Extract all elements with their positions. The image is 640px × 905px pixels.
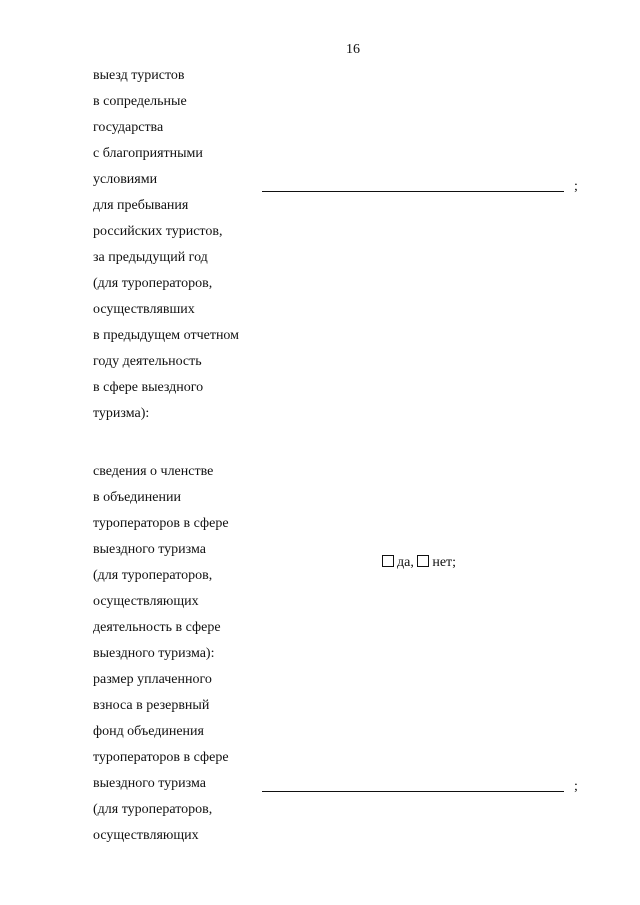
text-line: взноса в резервный — [93, 698, 210, 713]
text-line: (для туроператоров, — [93, 276, 213, 291]
text-line: в сопредельные — [93, 94, 187, 109]
blank-line[interactable] — [262, 791, 564, 792]
text-line: (для туроператоров, — [93, 802, 213, 817]
text-line: фонд объединения — [93, 724, 204, 739]
text-line: осуществлявших — [93, 302, 195, 317]
text-line: в сфере выездного — [93, 380, 204, 395]
text-line: в объединении — [93, 490, 181, 505]
text-line: за предыдущий год — [93, 250, 208, 265]
text-line: российских туристов, — [93, 224, 223, 239]
blank-line[interactable] — [262, 191, 564, 192]
text-line: для пребывания — [93, 198, 189, 213]
semicolon: ; — [574, 779, 578, 794]
text-line: условиями — [93, 172, 158, 187]
text-line: выездного туризма — [93, 542, 206, 557]
text-line: выездного туризма — [93, 776, 206, 791]
fill-row-outbound-count — [262, 177, 592, 197]
text-line: с благоприятными — [93, 146, 203, 161]
text-line: деятельность в сфере — [93, 620, 221, 635]
text-block-membership — [93, 459, 273, 849]
text-line: в предыдущем отчетном — [93, 328, 240, 343]
no-label: нет; — [432, 555, 457, 570]
semicolon: ; — [574, 179, 578, 194]
text-line: туроператоров в сфере — [93, 750, 229, 765]
text-line: сведения о членстве — [93, 464, 214, 479]
text-block-outbound-tourism — [93, 63, 273, 427]
text-line: выезд туристов — [93, 68, 185, 83]
yes-checkbox-icon[interactable] — [382, 555, 394, 567]
text-line: (для туроператоров, — [93, 568, 213, 583]
text-line: осуществляющих — [93, 828, 199, 843]
text-line: году деятельность — [93, 354, 202, 369]
text-line: государства — [93, 120, 164, 135]
text-line: выездного туризма): — [93, 646, 215, 661]
text-line: осуществляющих — [93, 594, 199, 609]
fill-row-reserve-fund — [262, 777, 592, 797]
no-checkbox-icon[interactable] — [417, 555, 429, 567]
yes-no-choice — [382, 553, 456, 573]
text-line: туроператоров в сфере — [93, 516, 229, 531]
yes-label: да, — [397, 555, 414, 570]
text-line: размер уплаченного — [93, 672, 212, 687]
text-line: туризма): — [93, 406, 150, 421]
page-number: 16 — [346, 42, 360, 57]
